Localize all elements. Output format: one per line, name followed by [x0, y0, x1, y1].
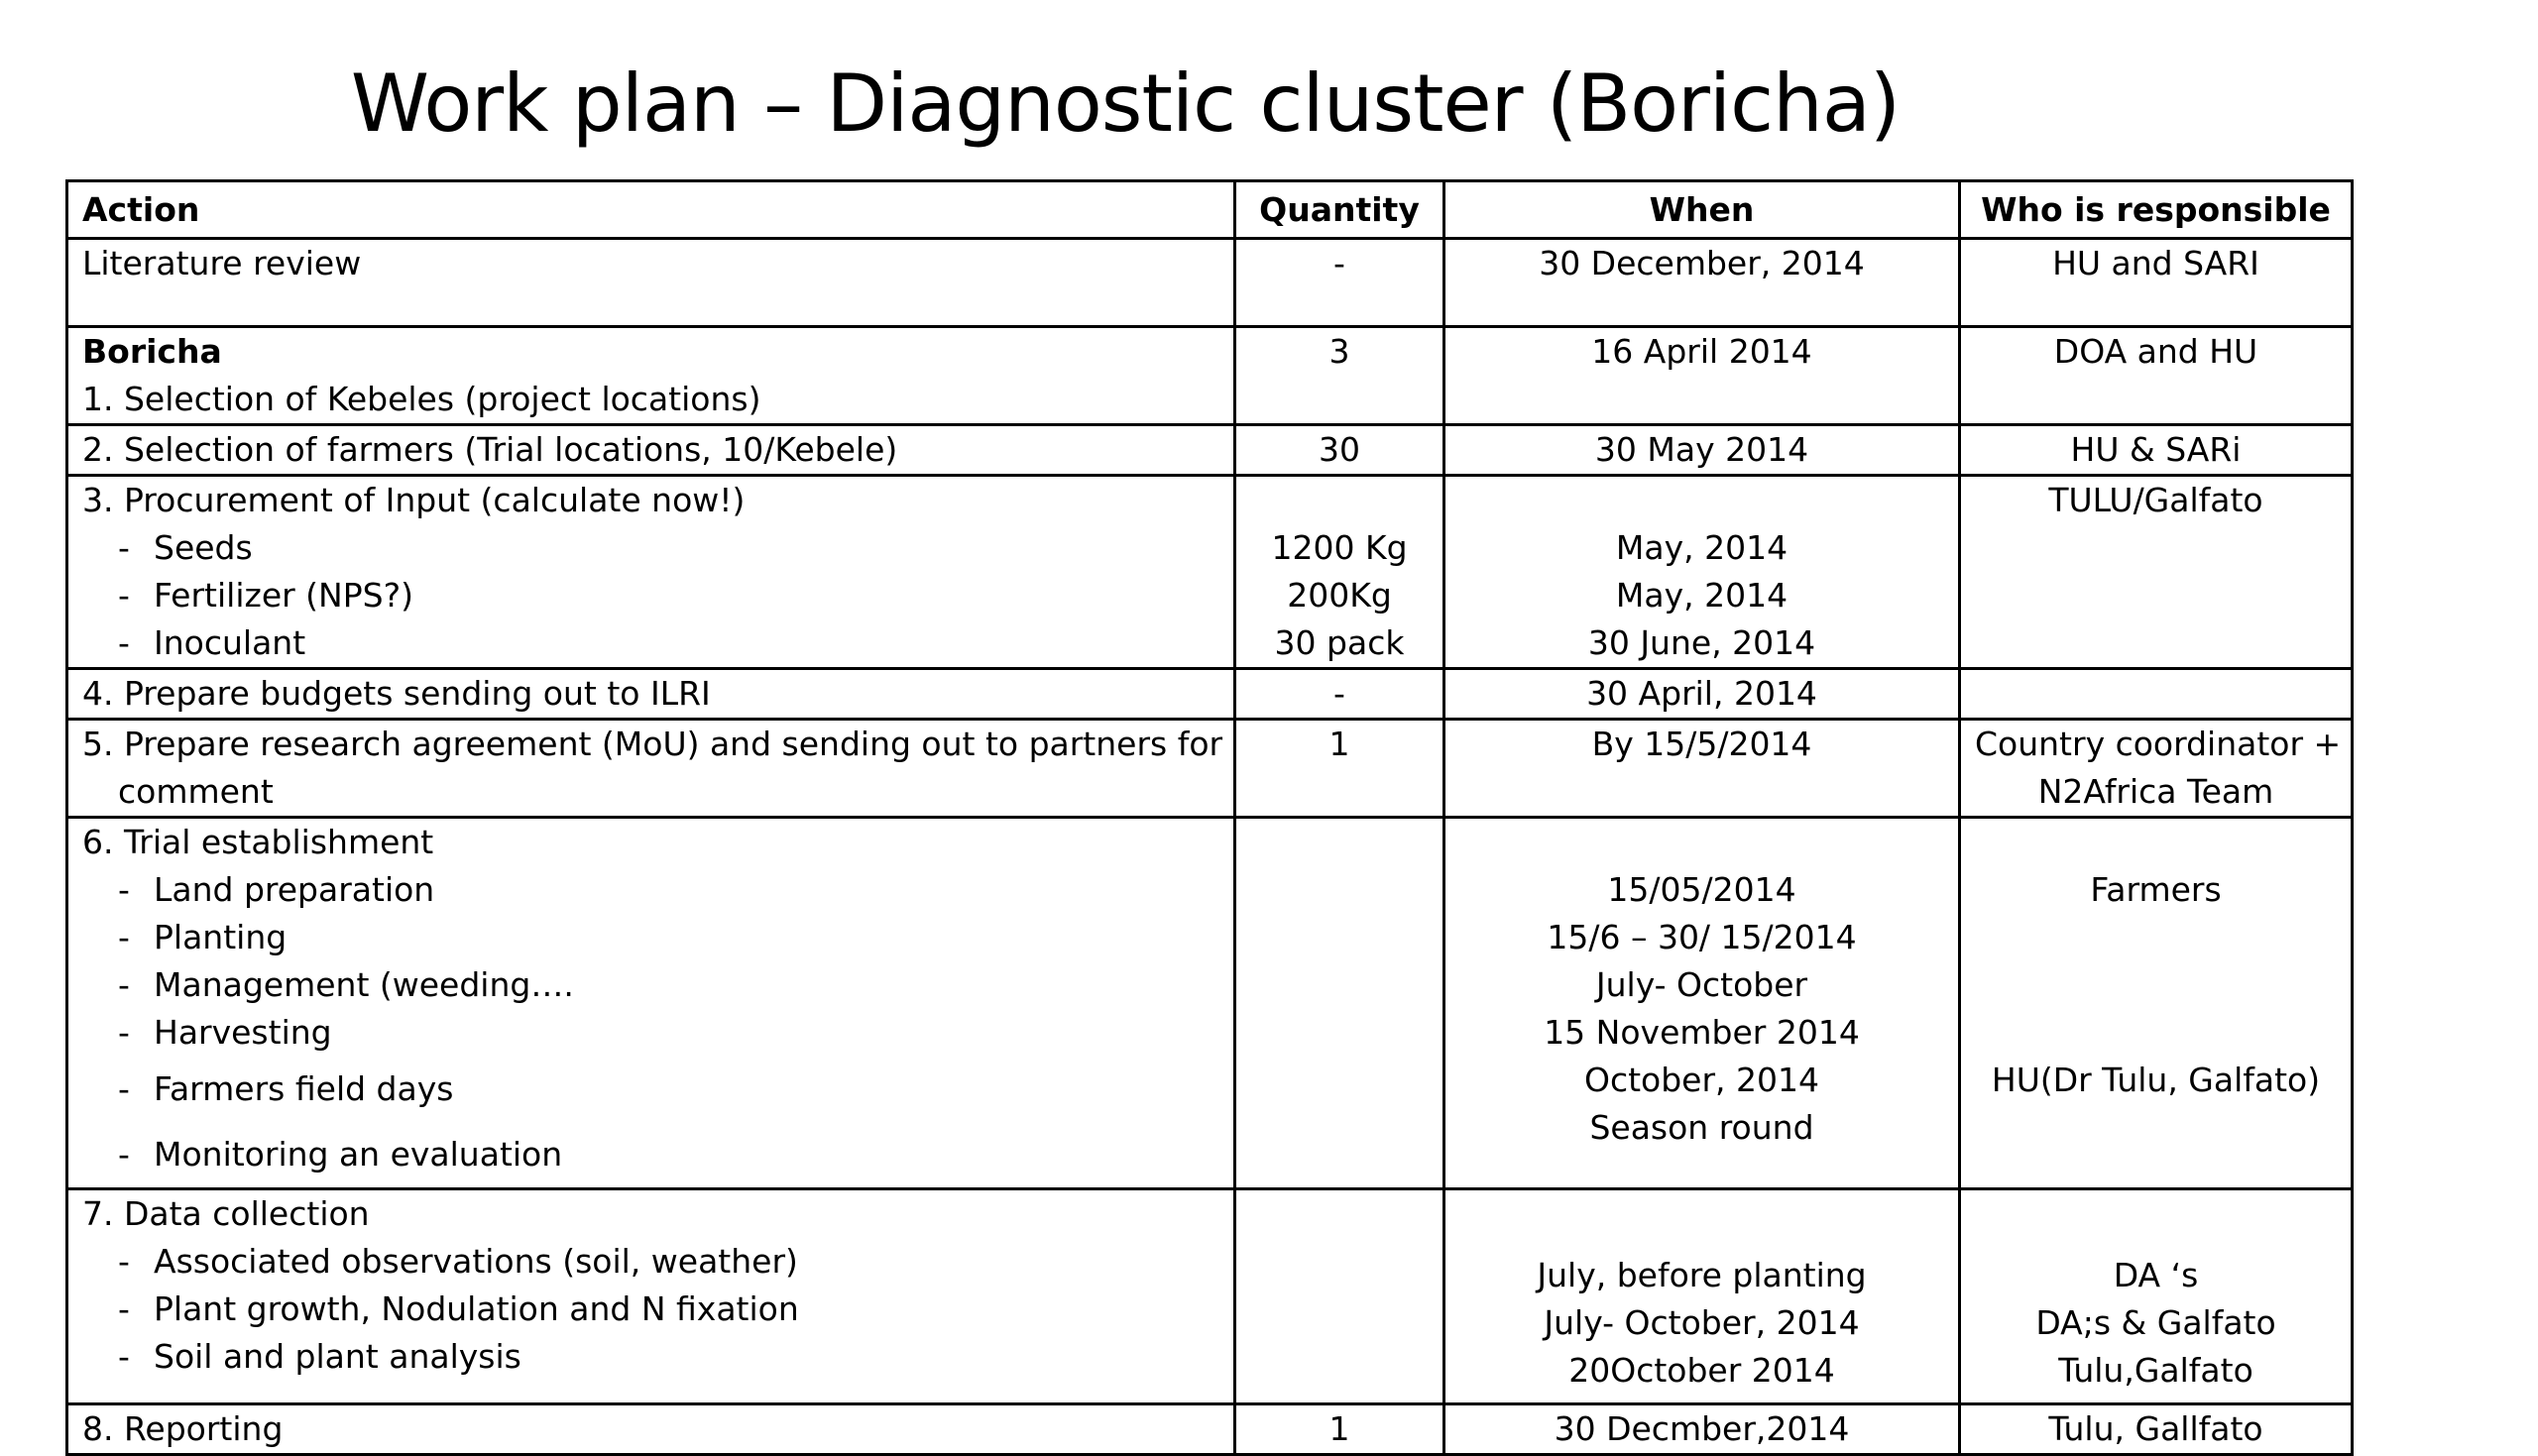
who-cell: HU & SARi — [2070, 430, 2242, 469]
when-cell: 15/6 – 30/ 15/2014 — [1547, 918, 1857, 956]
who-cell: Tulu, Gallfato — [2048, 1409, 2263, 1448]
section-heading: Boricha — [82, 332, 222, 371]
who-cell: Farmers — [2090, 870, 2222, 909]
list-item: - Planting — [118, 918, 288, 956]
action-text: 4. Prepare budgets sending out to ILRI — [82, 674, 711, 713]
table-row — [67, 476, 2353, 669]
quantity-cell: - — [1333, 674, 1345, 713]
quantity-cell: 1200 Kg — [1271, 528, 1408, 567]
action-text-continued: comment — [118, 772, 274, 811]
action-text: 6. Trial establishment — [82, 823, 434, 861]
list-item: - Harvesting — [118, 1013, 332, 1052]
quantity-cell: 30 — [1319, 430, 1360, 469]
when-cell: May, 2014 — [1615, 576, 1788, 615]
quantity-cell: 200Kg — [1287, 576, 1392, 615]
when-cell: July- October, 2014 — [1544, 1303, 1860, 1342]
table-row — [67, 1404, 2353, 1455]
table-row — [67, 239, 2353, 327]
action-text: 3. Procurement of Input (calculate now!) — [82, 481, 746, 519]
who-cell: HU and SARI — [2052, 244, 2259, 282]
table-row — [67, 1189, 2353, 1404]
when-cell: October, 2014 — [1583, 1061, 1820, 1099]
when-cell: 20October 2014 — [1568, 1351, 1835, 1390]
list-item: - Associated observations (soil, weather) — [118, 1242, 798, 1281]
when-cell: 30 April, 2014 — [1586, 674, 1817, 713]
quantity-cell: 1 — [1328, 725, 1350, 763]
list-item: - Fertilizer (NPS?) — [118, 576, 413, 615]
header-quantity: Quantity — [1235, 181, 1444, 239]
table-row — [67, 327, 2353, 425]
header-when: When — [1444, 181, 1960, 239]
when-cell: 15/05/2014 — [1607, 870, 1796, 909]
when-cell: 30 December, 2014 — [1539, 244, 1865, 282]
who-cell: TULU/Galfato — [2048, 481, 2263, 519]
quantity-cell: 3 — [1328, 332, 1350, 371]
page-title: Work plan – Diagnostic cluster (Boricha) — [350, 57, 1901, 150]
action-text: Literature review — [82, 244, 362, 282]
when-cell: 30 Decmber,2014 — [1554, 1409, 1850, 1448]
who-cell: DA;s & Galfato — [2035, 1303, 2276, 1342]
list-item: - Monitoring an evaluation — [118, 1135, 563, 1174]
who-cell: DOA and HU — [2053, 332, 2258, 371]
table-row — [67, 669, 2353, 720]
list-item: - Farmers field days — [118, 1069, 454, 1108]
table-header-row — [67, 181, 2353, 239]
list-item: - Seeds — [118, 528, 253, 567]
action-text: 5. Prepare research agreement (MoU) and sending out to partners for — [82, 725, 1223, 763]
who-cell-continued: N2Africa Team — [2037, 772, 2274, 811]
list-item: - Soil and plant analysis — [118, 1337, 521, 1376]
header-action: Action — [67, 181, 1235, 239]
when-cell: July- October — [1595, 965, 1808, 1004]
when-cell: July, before planting — [1537, 1256, 1867, 1294]
header-who: Who is responsible — [1960, 181, 2353, 239]
table-row — [67, 818, 2353, 1189]
when-cell: 15 November 2014 — [1544, 1013, 1860, 1052]
when-cell: Season round — [1589, 1108, 1814, 1147]
table-row — [67, 720, 2353, 818]
who-cell: Country coordinator + — [1975, 725, 2342, 763]
who-cell — [1975, 670, 2337, 718]
list-item: - Management (weeding…. — [118, 965, 574, 1004]
when-cell: 30 June, 2014 — [1587, 623, 1816, 662]
quantity-cell: - — [1333, 244, 1345, 282]
action-text: 7. Data collection — [82, 1194, 370, 1233]
when-cell: 30 May 2014 — [1594, 430, 1809, 469]
when-cell: By 15/5/2014 — [1591, 725, 1812, 763]
list-item: - Inoculant — [118, 623, 306, 662]
quantity-cell: 1 — [1328, 1409, 1350, 1448]
who-cell: DA ‘s — [2113, 1256, 2199, 1294]
action-text: 8. Reporting — [82, 1409, 284, 1448]
work-plan-table — [65, 179, 2354, 1456]
who-cell: Tulu,Galfato — [2058, 1351, 2253, 1390]
quantity-cell: 30 pack — [1274, 623, 1405, 662]
table-row — [67, 425, 2353, 476]
action-text: 1. Selection of Kebeles (project locations) — [82, 380, 761, 418]
list-item: - Plant growth, Nodulation and N fixation — [118, 1289, 799, 1328]
when-cell: May, 2014 — [1615, 528, 1788, 567]
list-item: - Land preparation — [118, 870, 435, 909]
who-cell: HU(Dr Tulu, Galfato) — [1991, 1061, 2321, 1099]
when-cell: 16 April 2014 — [1591, 332, 1812, 371]
action-text: 2. Selection of farmers (Trial locations, 10/Kebele) — [82, 430, 898, 469]
